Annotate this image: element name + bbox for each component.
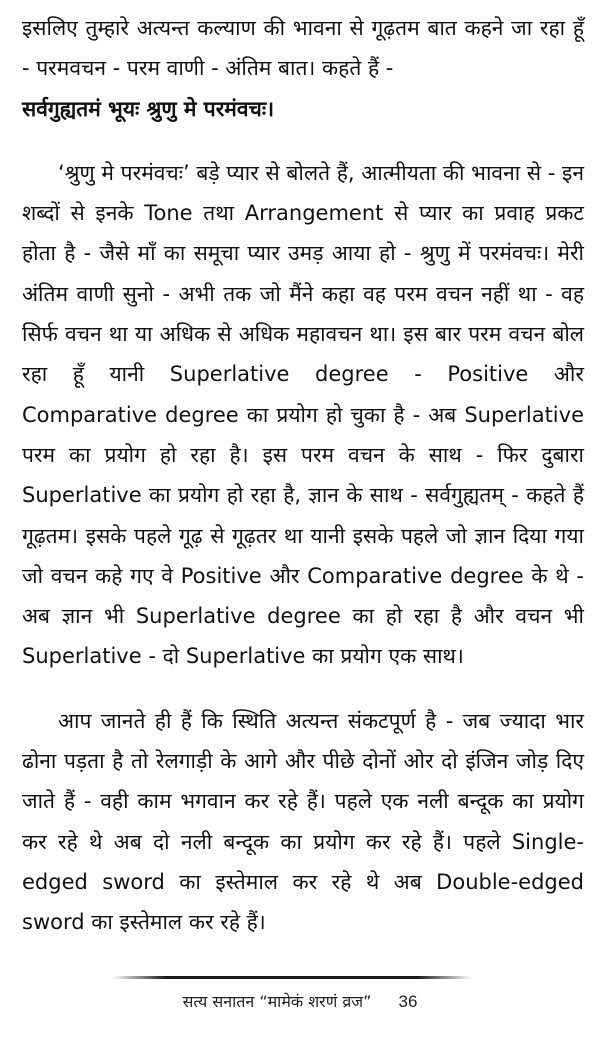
paragraph-1-text: इसलिए तुम्हारे अत्यन्त कल्याण की भावना से गूढ़तम बात कहने जा रहा हूँ - परमवचन - परम वाणी - अंतिम बात। कहते हैं -	[22, 16, 584, 81]
paragraph-1	[22, 8, 584, 129]
page-number: 36	[398, 992, 418, 1011]
page-footer	[0, 990, 600, 1014]
body-text	[22, 8, 584, 943]
footer-divider	[112, 976, 472, 979]
paragraph-3: आप जानते ही हैं कि स्थिति अत्यन्त संकटपूर्ण है - जब ज्यादा भार ढोना पड़ता है तो रेलगाड़ी के आगे और पीछे दोनों ओर दो इंजिन जोड़ दिए जाते हैं - वही काम भगवान कर रहे हैं। पहले एक नली बन्दूक का प्रयोग कर रहे थे अब दो नली बन्दूक का प्रयोग कर रहे हैं। पहले Single-edged sword का इस्तेमाल कर रहे थे अब Double-edged sword का इस्तेमाल कर रहे हैं।	[22, 708, 584, 935]
sanskrit-verse: सर्वगुह्यतमं भूयः श्रुणु मे परमंवचः।	[22, 96, 275, 121]
book-title: सत्य सनातन “मामेकं शरणं व्रज”	[182, 992, 372, 1011]
paragraph-2: ‘श्रुणु मे परमंवचः’ बड़े प्यार से बोलते हैं, आत्मीयता की भावना से - इन शब्दों से इनके Tone तथा Arrangement से प्यार का प्रवाह प्रकट होता है - जैसे माँ का समूचा प्यार उमड़ आया हो - श्रुणु में परमंवचः। मेरी अंतिम वाणी सुनो - अभी तक जो मैंने कहा वह परम वचन नहीं था - वह सिर्फ वचन था या अधिक से अधिक महावचन था। इस बार परम वचन बोल रहा हूँ यानी Superlative degree - Positive और Comparative degree का प्रयोग हो चुका है - अब Superlative परम का प्रयोग हो रहा है। इस परम वचन के साथ - फिर दुबारा Superlative का प्रयोग हो रहा है, ज्ञान के साथ - सर्वगुह्यतम् - कहते हैं गूढ़तम। इसके पहले गूढ़ से गूढ़तर था यानी इसके पहले जो ज्ञान दिया गया जो वचन कहे गए वे Positive और Comparative degree के थे - अब ज्ञान भी Superlative degree का हो रहा है और वचन भी Superlative - दो Superlative का प्रयोग एक साथ।	[22, 160, 584, 669]
